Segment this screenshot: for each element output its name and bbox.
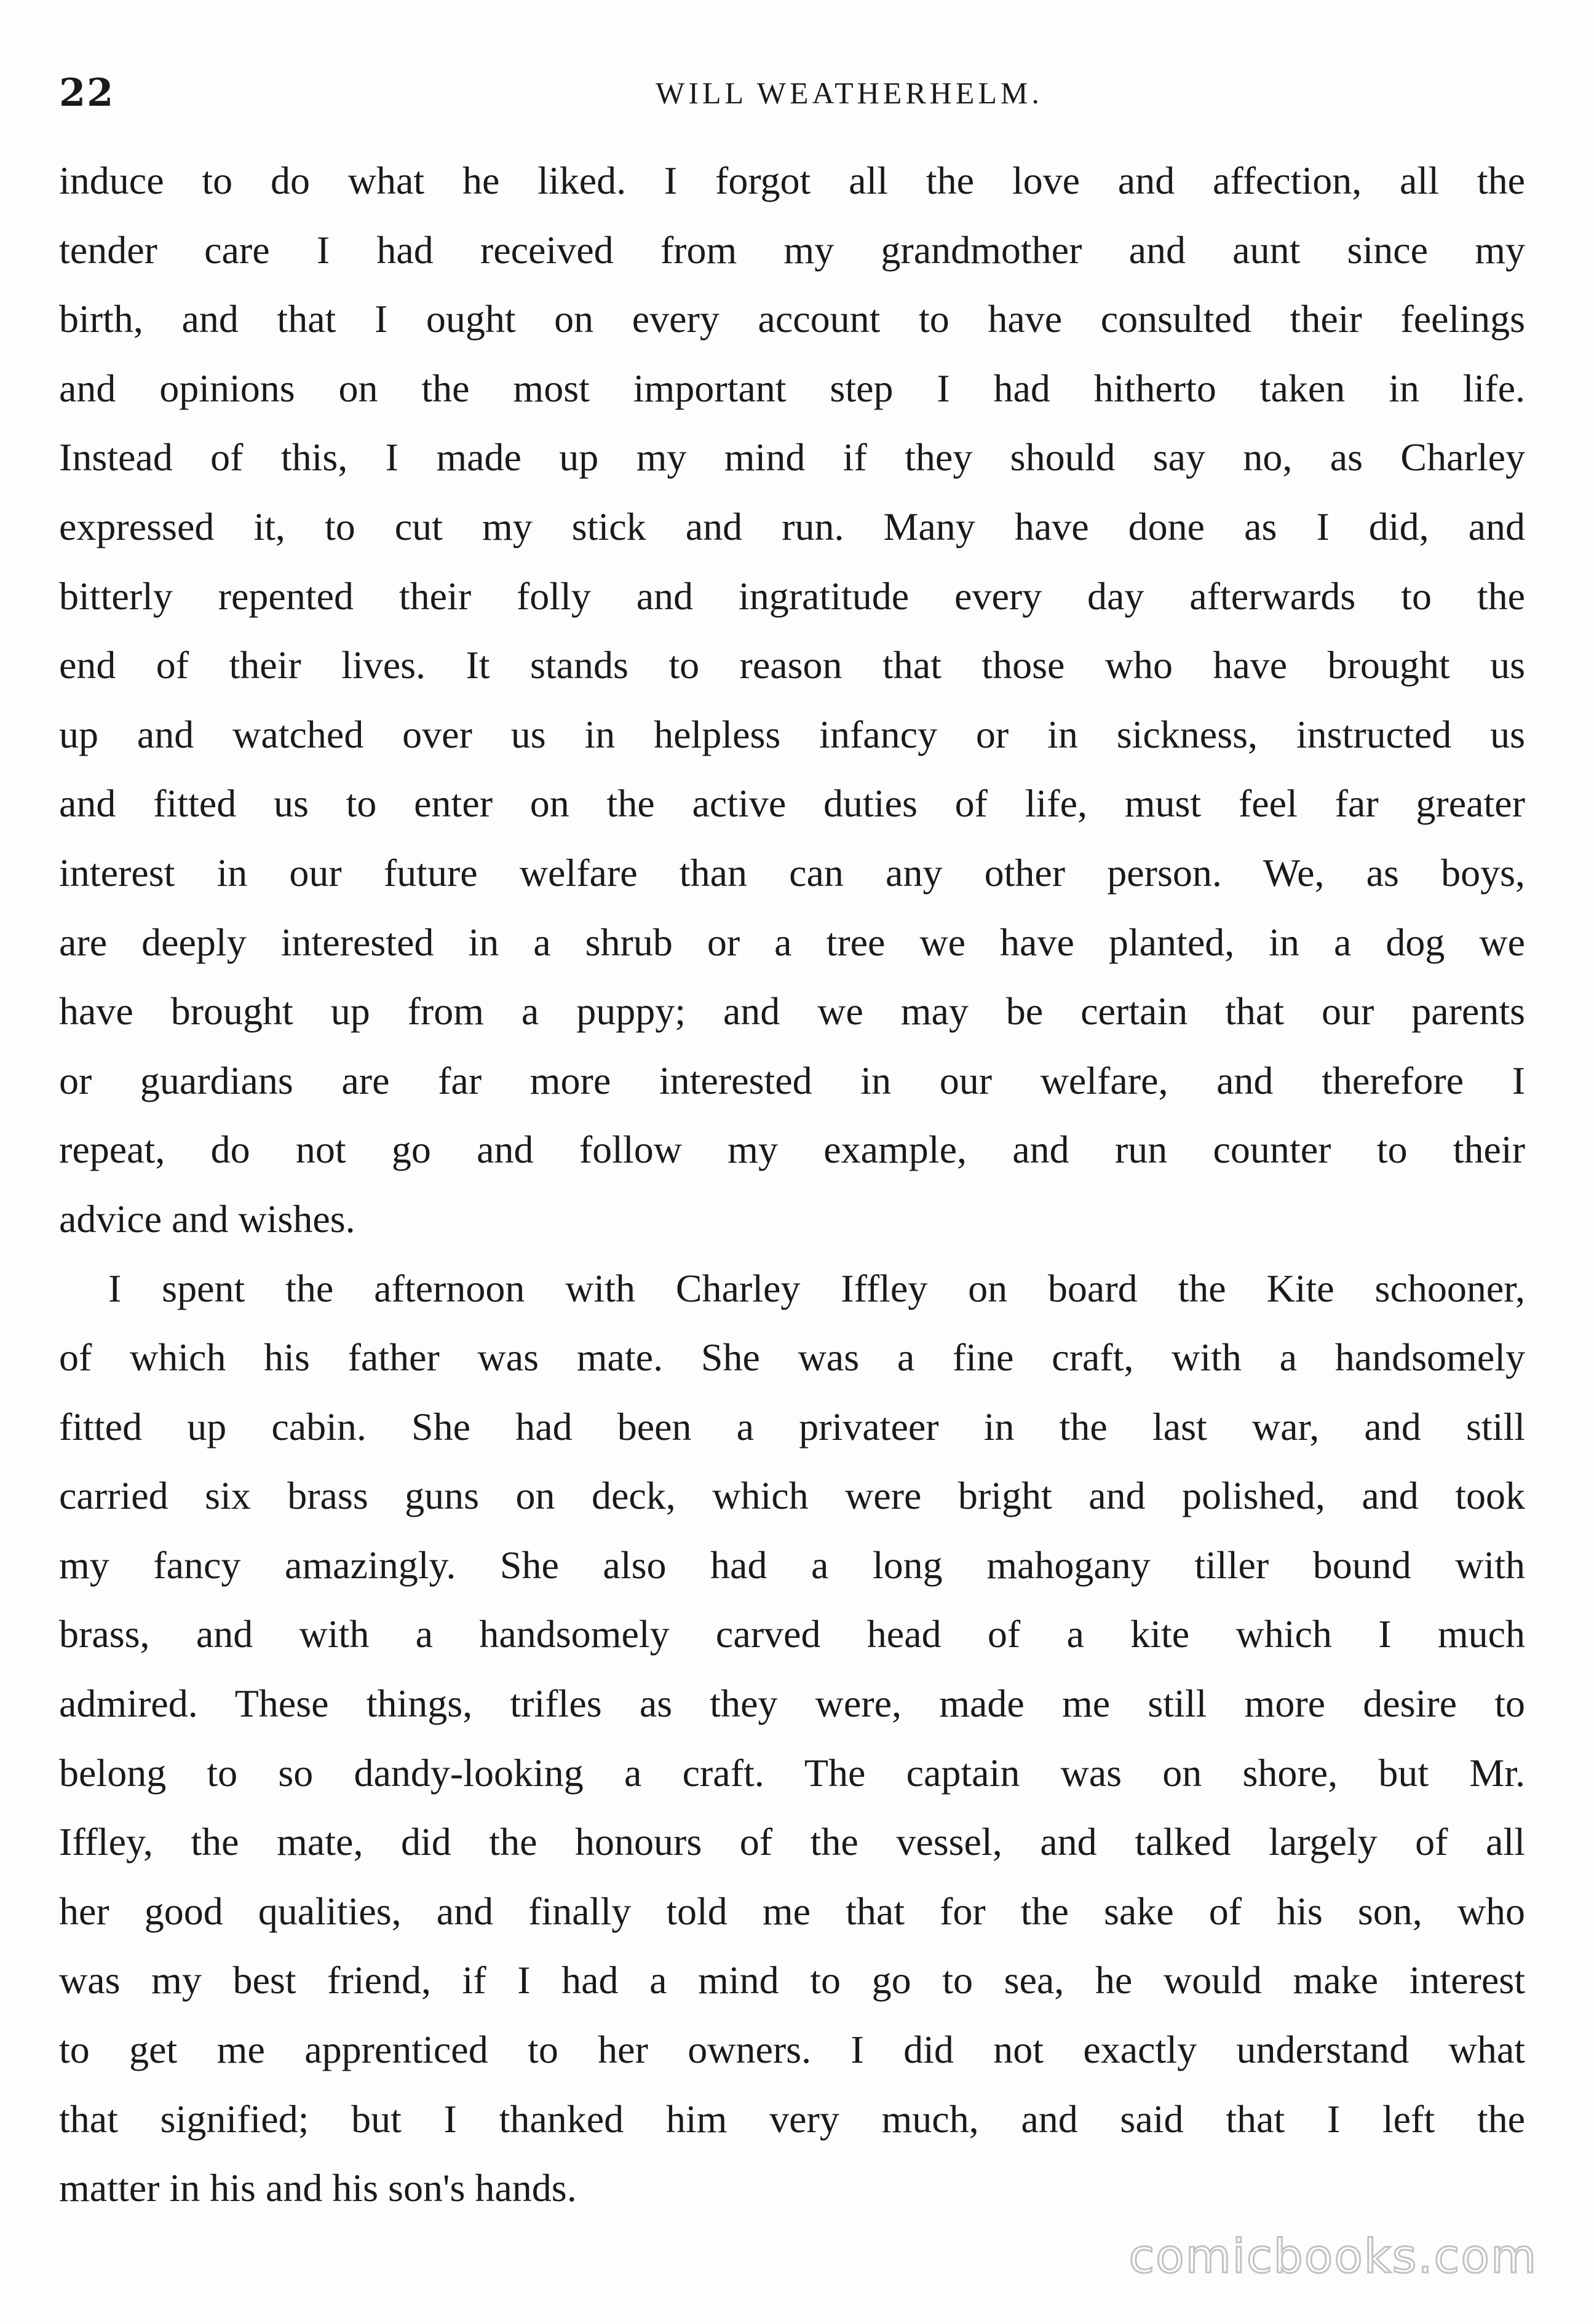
text-line: I spent the afternoon with Charley Iffley on board the Kite schooner, (108, 1266, 1525, 1310)
text-line: induce to do what he liked. I forgot all the love and affection, all the (59, 159, 1525, 202)
text-line: belong to so dandy-looking a craft. The captain was on shore, but Mr. (59, 1750, 1525, 1795)
text-line: up and watched over us in helpless infancy or in sickness, instructed us (59, 712, 1525, 756)
text-line: repeat, do not go and follow my example, and run counter to their (59, 1128, 1525, 1172)
text-line: expressed it, to cut my stick and run. Many have done as I did, and (59, 504, 1525, 548)
text-line: brass, and with a handsomely carved head of a kite which I much (59, 1612, 1525, 1656)
text-line: birth, and that I ought on every account to have consulted their feelings (59, 297, 1525, 341)
text-line: end of their lives. It stands to reason that those who have brought us (59, 643, 1525, 687)
text-line: that signified; but I thanked him very much, and said that I left the (59, 2097, 1525, 2141)
text-line: my fancy amazingly. She also had a long mahogany tiller bound with (59, 1543, 1525, 1587)
text-line: admired. These things, trifles as they were, made me still more desire to (59, 1682, 1525, 1726)
page-number: 22 (59, 70, 115, 115)
text-line: and fitted us to enter on the active duties of life, must feel far greater (59, 781, 1525, 826)
body-text (59, 146, 1525, 2223)
text-line: tender care I had received from my grandmother and aunt since my (59, 227, 1525, 272)
text-line: of which his father was mate. She was a fine craft, with a handsomely (59, 1335, 1525, 1380)
text-line: and opinions on the most important step I had hitherto taken in life. (59, 366, 1525, 410)
text-line: fitted up cabin. She had been a privateer in the last war, and still (59, 1404, 1525, 1449)
text-line: Iffley, the mate, did the honours of the vessel, and talked largely of all (59, 1820, 1525, 1864)
text-line: to get me apprenticed to her owners. I did not exactly understand what (59, 2028, 1525, 2072)
text-line: was my best friend, if I had a mind to go to sea, he would make interest (59, 1958, 1525, 2002)
paragraph (59, 1254, 1525, 2223)
watermark: comicbooks.com (1128, 2229, 1537, 2283)
text-line: bitterly repented their folly and ingratitude every day afterwards to the (59, 574, 1525, 618)
text-line: Instead of this, I made up my mind if they should say no, as Charley (59, 435, 1525, 480)
text-line: her good qualities, and finally told me that for the sake of his son, who (59, 1889, 1525, 1933)
text-line: matter in his and his son's hands. (59, 2166, 577, 2210)
running-title: WILL WEATHERHELM. (656, 76, 1043, 110)
text-line: or guardians are far more interested in our welfare, and therefore I (59, 1058, 1525, 1102)
page-header (59, 59, 1535, 127)
text-line: carried six brass guns on deck, which were bright and polished, and took (59, 1474, 1525, 1518)
text-line: are deeply interested in a shrub or a tree we have planted, in a dog we (59, 920, 1525, 964)
text-line: advice and wishes. (59, 1196, 355, 1241)
text-line: interest in our future welfare than can any other person. We, as boys, (59, 850, 1525, 895)
text-line: have brought up from a puppy; and we may be certain that our parents (59, 989, 1525, 1034)
paragraph (59, 146, 1525, 1254)
